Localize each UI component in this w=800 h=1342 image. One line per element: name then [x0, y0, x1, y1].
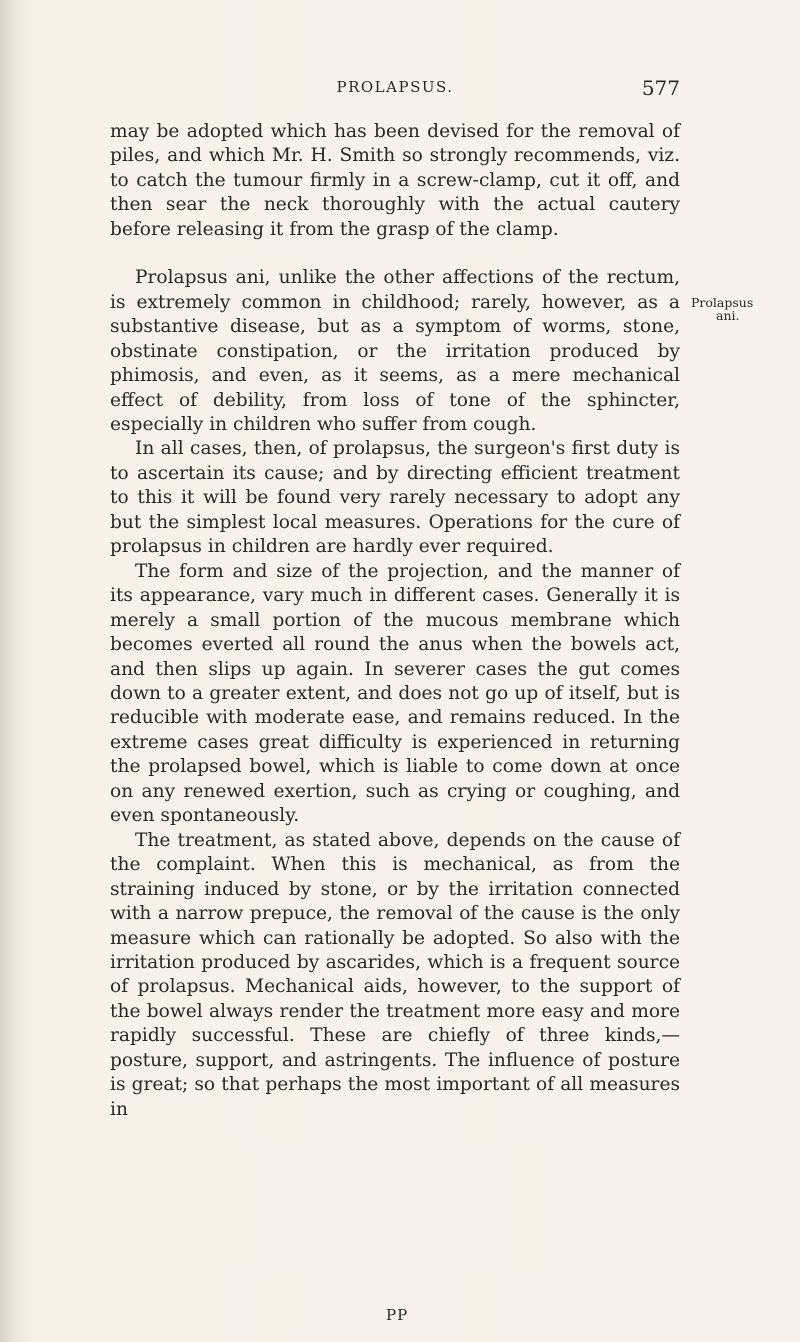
paragraph-continuation: may be adopted which has been devised for the removal of piles, and which Mr. H. Smith so strongly recommends, viz. to catch the tumour firmly in a screw-clamp, cut it off, and then sear the neck thoroughly with the actual cautery before releasing it from the grasp of the clamp.: [110, 121, 680, 240]
margin-note-line-1: Prolapsus: [691, 295, 754, 310]
margin-note: [691, 296, 781, 322]
page-header: [110, 76, 680, 100]
paragraph-cause: In all cases, then, of prolapsus, the surgeon's first duty is to ascertain its cause; and by directing efficient treatment to this it will be found very rarely necessary to adopt any but the simplest local measures. Operations for the cure of prolapsus in children are hardly ever required.: [110, 438, 680, 558]
paragraph-treatment: The treatment, as stated above, depends on the cause of the complaint. When this is mechanical, as from the straining induced by stone, or by the irritation connected with a narrow prepuce, the removal of the cause is the only measure which can rationally be adopted. So also with the irritation produced by ascarides, which is a frequent source of prolapsus. Mechanical aids, however, to the support of the bowel always render the treatment more easy and more rapidly successful. These are chiefly of three kinds,—posture, support, and astringents. The influence of posture is great; so that perhaps the most important of all measures in: [110, 829, 680, 1120]
paragraph-form-and-size: The form and size of the projection, and the manner of its appearance, vary much in different cases. Generally it is merely a small portion of the mucous membrane which becomes everted all round the anus when the bowels act, and then slips up again. In severer cases the gut comes down to a greater extent, and does not go up of itself, but is reducible with moderate ease, and remains reduced. In the extreme cases great difficulty is experienced in returning the prolapsed bowel, which is liable to come down at once on any renewed exertion, such as crying or coughing, and even spontaneously.: [110, 560, 680, 827]
margin-note-line-2: ani.: [716, 308, 740, 323]
body-text: [110, 120, 680, 1122]
running-head: PROLAPSUS.: [336, 78, 454, 96]
page-number: 577: [641, 76, 680, 100]
signature-mark: PP: [386, 1306, 409, 1324]
paragraph-prolapsus-ani: Prolapsus ani, unlike the other affections of the rectum, is extremely common in childhood; rarely, however, as a substantive disease, but as a symptom of worms, stone, obstinate constipation, or the irritation produced by phimosis, and even, as it seems, as a mere mechanical effect of debility, from loss of tone of the sphincter, especially in children who suffer from cough.: [110, 267, 680, 435]
